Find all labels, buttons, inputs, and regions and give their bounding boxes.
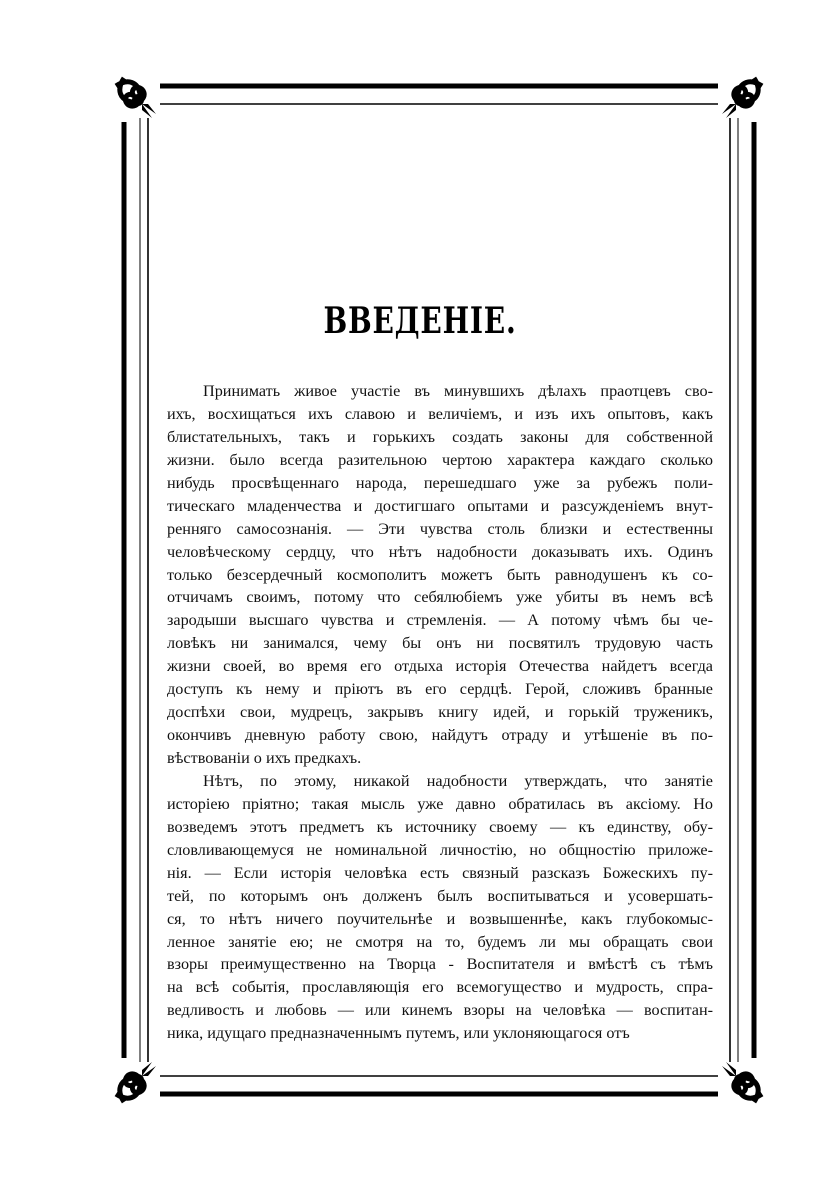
text-line: словливающемуся не номинальной личностію, но общностію приложе- [167, 840, 713, 859]
text-line: возведемъ этотъ предметъ къ источнику своему — къ единству, обу- [167, 817, 713, 836]
text-line: окончивъ дневную работу свою, найдутъ отраду и утѣшеніе въ по- [167, 726, 713, 745]
body-text [167, 380, 713, 1045]
text-line: блистательныхъ, такъ и горькихъ создать законы для собственной [167, 427, 713, 446]
page-title: ВВЕДЕНІЕ. [323, 300, 517, 342]
text-line: ловѣкъ ни занимался, чему бы онъ ни посвятилъ трудовую часть [167, 634, 713, 653]
text-line: ся, то нѣтъ ничего поучительнѣе и возвышеннѣе, какъ глубокомыс- [167, 909, 713, 928]
text-line: ленное занятіе ею; не смотря на то, будемъ ли мы обращать свои [167, 932, 713, 951]
text-line: на всѣ событія, прославляющія его всемогущество и мудрость, спра- [167, 978, 713, 997]
text-line: ведливость и любовь — или кинемъ взоры на человѣка — воспитан- [167, 1001, 713, 1020]
text-line: ренняго самосознанія. — Эти чувства столь близки и естественны [167, 519, 713, 538]
text-line: доспѣхи свои, мудрецъ, закрывъ книгу идей, и горькій труженикъ, [167, 703, 713, 722]
text-line: тическаго младенчества и достигшаго опытами и разсужденіемъ внут- [167, 496, 713, 515]
corner-ornament-bottom-left [116, 1062, 156, 1102]
corner-ornament-bottom-right [722, 1062, 762, 1102]
text-line: жизни. было всегда разительною чертою характера каждаго сколько [167, 450, 713, 469]
text-line: Нѣтъ, по этому, никакой надобности утверждать, что занятіе [203, 771, 713, 790]
text-line: ихъ, восхищаться ихъ славою и величіемъ, и изъ ихъ опытовъ, какъ [167, 404, 713, 423]
text-line: нибудь просвѣщеннаго народа, перешедшаго уже за рубежъ поли- [167, 473, 713, 492]
text-line: человѣческому сердцу, что нѣтъ надобности доказывать ихъ. Одинъ [167, 542, 713, 561]
text-line: нія. — Если исторія человѣка есть связный разсказъ Божескихъ пу- [167, 863, 713, 882]
text-line: взоры преимущественно на Творца - Воспитателя и вмѣстѣ съ тѣмъ [167, 955, 713, 974]
text-line: исторіею пріятно; такая мысль уже давно обратилась въ аксіому. Но [167, 794, 713, 813]
text-line: только безсердечный космополитъ можетъ быть равнодушенъ къ со- [167, 565, 713, 584]
text-line: доступъ къ нему и пріютъ въ его сердцѣ. Герой, сложивъ бранные [167, 680, 713, 699]
text-line: вѣствованіи о ихъ предкахъ. [167, 749, 362, 767]
text-line: отчичамъ своимъ, потому что себялюбіемъ уже убиты въ немъ всѣ [167, 588, 713, 607]
corner-ornament-top-right [722, 78, 762, 118]
text-line: жизни своей, во время его отдыха исторія Отечества найдетъ всегда [167, 657, 713, 676]
paragraph [167, 770, 713, 1045]
text-line: зародыши высшаго чувства и стремленія. — А потому чѣмъ бы че- [167, 611, 713, 630]
text-line: тей, по которымъ онъ долженъ былъ воспитываться и усовершать- [167, 886, 713, 905]
text-line: ника, идущаго предназначеннымъ путемъ, или уклоняющагося отъ [167, 1024, 630, 1043]
text-line: Принимать живое участіе въ минувшихъ дѣлахъ праотцевъ сво- [203, 382, 713, 400]
paragraph [167, 380, 713, 770]
corner-ornament-top-left [116, 78, 156, 118]
